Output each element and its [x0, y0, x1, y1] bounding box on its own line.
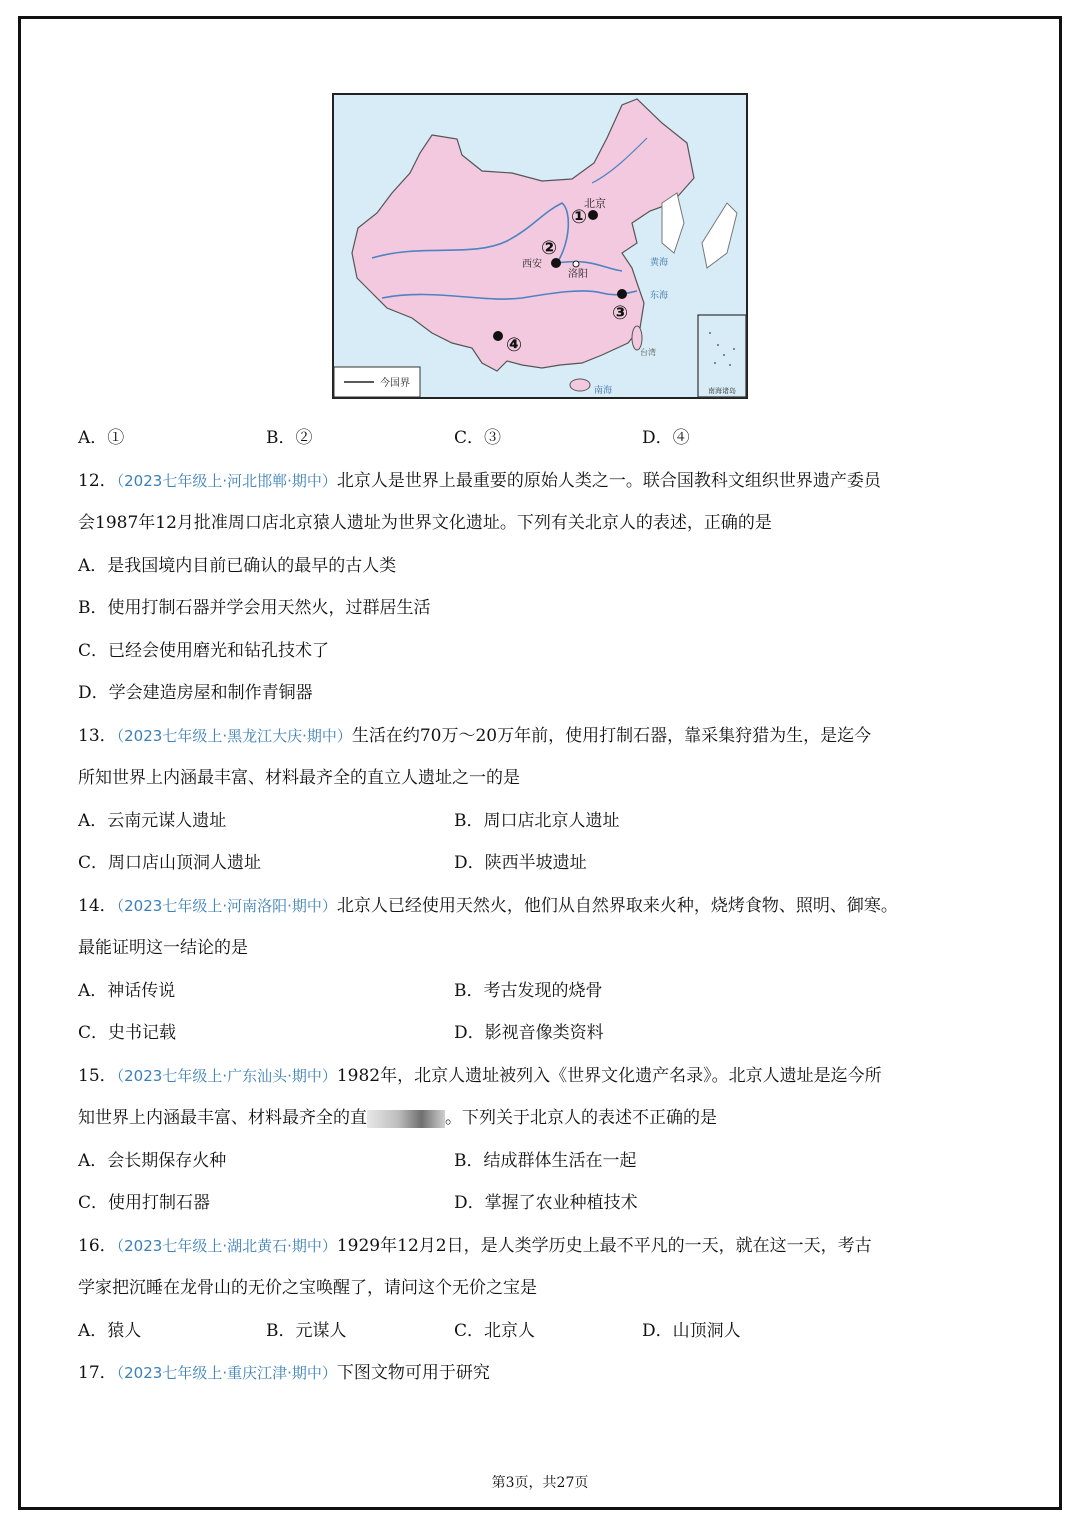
label-huanghai: 黄海	[650, 258, 669, 268]
q16-option-b[interactable]: B．元谋人	[266, 1321, 347, 1341]
q13-option-c[interactable]: C．周口店山顶洞人遗址	[78, 853, 262, 873]
q17-stem-text1: 下图文物可用于研究	[336, 1363, 490, 1383]
point-beijing	[588, 210, 598, 220]
marker-1: ①	[570, 206, 588, 228]
legend-label: 今国界	[380, 378, 410, 389]
q16-source: （2023七年级上·湖北黄石·期中）	[116, 1237, 337, 1255]
q16-option-d[interactable]: D．山顶洞人	[642, 1321, 741, 1341]
q16-option-c[interactable]: C．北京人	[454, 1321, 536, 1341]
q13-option-a[interactable]: A．云南元谋人遗址	[78, 811, 227, 831]
q14-option-d[interactable]: D．影视音像类资料	[454, 1023, 604, 1043]
q13-stem-line2: 所知世界上内涵最丰富、材料最齐全的直立人遗址之一的是	[78, 768, 520, 788]
q14-stem-line1	[78, 893, 898, 919]
label-beijing: 北京	[584, 197, 606, 210]
redacted-text-block	[367, 1110, 445, 1128]
marker-2: ②	[540, 237, 558, 259]
q14-source: （2023七年级上·河南洛阳·期中）	[116, 897, 337, 915]
q15-stem-text2a: 知世界上内涵最丰富、材料最齐全的直	[78, 1108, 367, 1128]
q15-source: （2023七年级上·广东汕头·期中）	[116, 1067, 337, 1085]
q12-option-c[interactable]: C．已经会使用磨光和钻孔技术了	[78, 641, 330, 661]
q13-stem-line1	[78, 723, 871, 749]
q14-stem-line2: 最能证明这一结论的是	[78, 938, 248, 958]
q13-stem-text1: 生活在约70万～20万年前，使用打制石器，靠采集狩猎为生，是迄今	[351, 726, 872, 746]
q12-option-a[interactable]: A．是我国境内目前已确认的最早的古人类	[78, 556, 397, 576]
q14-option-b[interactable]: B．考古发现的烧骨	[454, 981, 603, 1001]
q11-option-d[interactable]: D．④	[642, 428, 690, 448]
q11-option-c[interactable]: C．③	[454, 428, 502, 448]
china-map	[332, 93, 748, 399]
q13-number: 13．	[78, 726, 117, 746]
label-xian: 西安	[522, 259, 542, 270]
q15-stem-line1	[78, 1063, 882, 1089]
point-luoyang	[573, 261, 579, 267]
taiwan-island	[632, 326, 642, 350]
label-donghai: 东海	[650, 291, 669, 301]
q15-stem-text1: 1982年，北京人遗址被列入《世界文化遗产名录》。北京人遗址是迄今所	[336, 1066, 882, 1086]
q15-number: 15．	[78, 1066, 117, 1086]
nanhai-inset-box	[698, 315, 746, 397]
q12-stem-line2: 会1987年12月批准周口店北京猿人遗址为世界文化遗址。下列有关北京人的表述，正确的是	[78, 513, 772, 533]
q15-stem-text2b: 。下列关于北京人的表述不正确的是	[445, 1108, 717, 1128]
q17-stem-line1	[78, 1360, 490, 1386]
point-xian	[551, 258, 561, 268]
q14-option-a[interactable]: A．神话传说	[78, 981, 176, 1001]
q16-number: 16．	[78, 1236, 117, 1256]
q16-option-a[interactable]: A．猿人	[78, 1321, 142, 1341]
q12-source: （2023七年级上·河北邯郸·期中）	[116, 472, 337, 490]
q12-option-d[interactable]: D．学会建造房屋和制作青铜器	[78, 683, 313, 703]
marker-4: ④	[505, 334, 523, 356]
page-footer: 第3页，共27页	[491, 1475, 589, 1491]
q15-option-d[interactable]: D．掌握了农业种植技术	[454, 1193, 638, 1213]
point-site-4	[493, 331, 503, 341]
label-nanhai: 南海	[594, 386, 613, 396]
q12-number: 12．	[78, 471, 117, 491]
marker-3: ③	[611, 302, 629, 324]
nanhai-islands-label: 南海诸岛	[708, 387, 736, 395]
hainan-island	[570, 379, 590, 391]
q16-stem-line2: 学家把沉睡在龙骨山的无价之宝唤醒了，请问这个无价之宝是	[78, 1278, 537, 1298]
q11-option-b[interactable]: B．②	[266, 428, 313, 448]
q16-stem-text1: 1929年12月2日，是人类学历史上最不平凡的一天，就在这一天，考古	[336, 1236, 872, 1256]
q12-stem-text1: 北京人是世界上最重要的原始人类之一。联合国教科文组织世界遗产委员	[336, 471, 881, 491]
q17-number: 17．	[78, 1363, 117, 1383]
q14-option-c[interactable]: C．史书记载	[78, 1023, 177, 1043]
q12-option-b[interactable]: B．使用打制石器并学会用天然火，过群居生活	[78, 598, 431, 618]
q12-stem-line1	[78, 468, 881, 494]
q16-stem-line1	[78, 1233, 872, 1259]
label-taiwan: 台湾	[640, 348, 656, 357]
point-site-3	[617, 289, 627, 299]
q15-stem-line2	[78, 1105, 717, 1131]
q13-option-b[interactable]: B．周口店北京人遗址	[454, 811, 620, 831]
label-luoyang: 洛阳	[568, 269, 588, 280]
q14-number: 14．	[78, 896, 117, 916]
q15-option-a[interactable]: A．会长期保存火种	[78, 1151, 227, 1171]
q13-source: （2023七年级上·黑龙江大庆·期中）	[116, 727, 352, 745]
q14-stem-text1: 北京人已经使用天然火，他们从自然界取来火种，烧烤食物、照明、御寒。	[336, 896, 898, 916]
q11-option-a[interactable]: A．①	[78, 428, 125, 448]
q15-option-b[interactable]: B．结成群体生活在一起	[454, 1151, 637, 1171]
q17-source: （2023七年级上·重庆江津·期中）	[116, 1364, 337, 1382]
q13-option-d[interactable]: D．陕西半坡遗址	[454, 853, 587, 873]
q15-option-c[interactable]: C．使用打制石器	[78, 1193, 211, 1213]
